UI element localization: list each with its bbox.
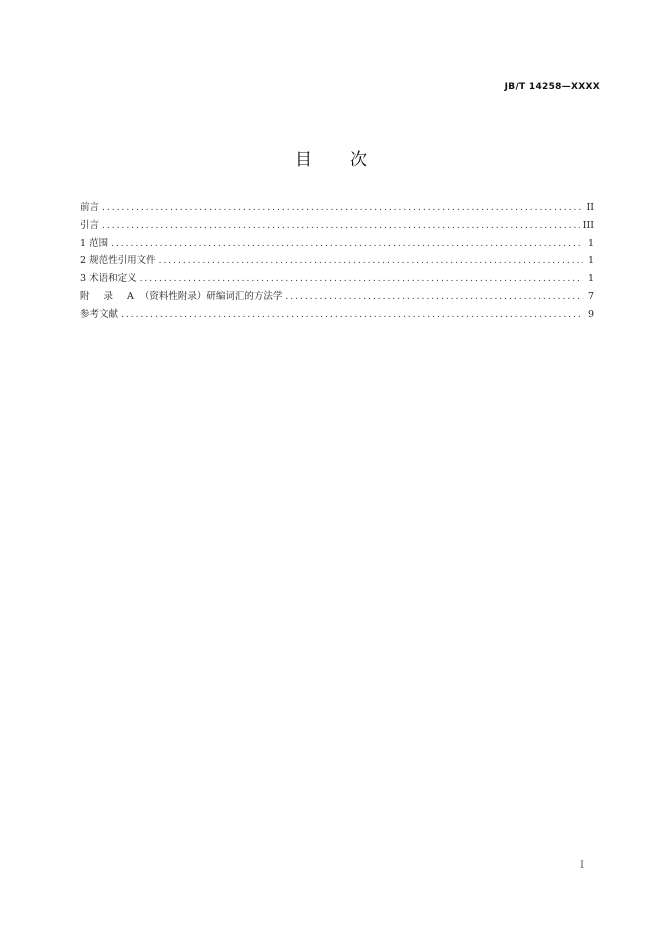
toc-title <box>0 145 662 170</box>
toc-leader-dots <box>121 307 583 325</box>
toc-leader-dots <box>159 253 583 271</box>
toc-entry-page: 1 <box>587 255 594 267</box>
toc-entry-page: 1 <box>587 237 594 249</box>
document-id: JB/T 14258—XXXX <box>504 82 600 92</box>
toc-entry-introduction[interactable] <box>80 217 594 235</box>
toc-leader-dots <box>140 271 583 289</box>
toc-entry-page: 7 <box>587 290 594 302</box>
toc-title-char-1: 目 <box>295 150 312 170</box>
toc-leader-dots <box>111 236 583 254</box>
toc-entry-label <box>80 288 282 306</box>
toc-entry-page: III <box>582 219 594 231</box>
toc-leader-dots <box>285 289 583 307</box>
appendix-prefix-2: 录 <box>103 290 114 302</box>
toc-leader-dots <box>102 200 583 218</box>
appendix-letter: A <box>127 290 134 302</box>
toc-entry-label: 2 规范性引用文件 <box>80 255 156 267</box>
toc-entry-label: 1 范围 <box>80 237 109 249</box>
table-of-contents <box>80 199 594 324</box>
toc-title-char-2: 次 <box>350 150 367 170</box>
toc-entry-page: 9 <box>587 308 594 320</box>
toc-entry-terms-definitions[interactable] <box>80 270 594 288</box>
appendix-title: （资料性附录）研编词汇的方法学 <box>139 290 283 302</box>
toc-entry-label: 前言 <box>80 202 100 213</box>
page-number: I <box>580 860 584 871</box>
toc-entry-bibliography[interactable] <box>80 306 594 324</box>
toc-entry-normative-references[interactable] <box>80 252 594 270</box>
toc-entry-scope[interactable] <box>80 235 594 253</box>
toc-entry-appendix-a[interactable] <box>80 288 594 306</box>
toc-entry-label: 引言 <box>80 219 100 231</box>
appendix-prefix-1: 附 <box>80 290 90 302</box>
toc-entry-page: 1 <box>587 273 594 285</box>
toc-leader-dots <box>102 218 580 236</box>
toc-entry-foreword[interactable] <box>80 199 594 217</box>
toc-entry-page: II <box>586 202 594 213</box>
toc-entry-label: 3 术语和定义 <box>80 273 137 285</box>
toc-entry-label: 参考文献 <box>80 308 119 320</box>
